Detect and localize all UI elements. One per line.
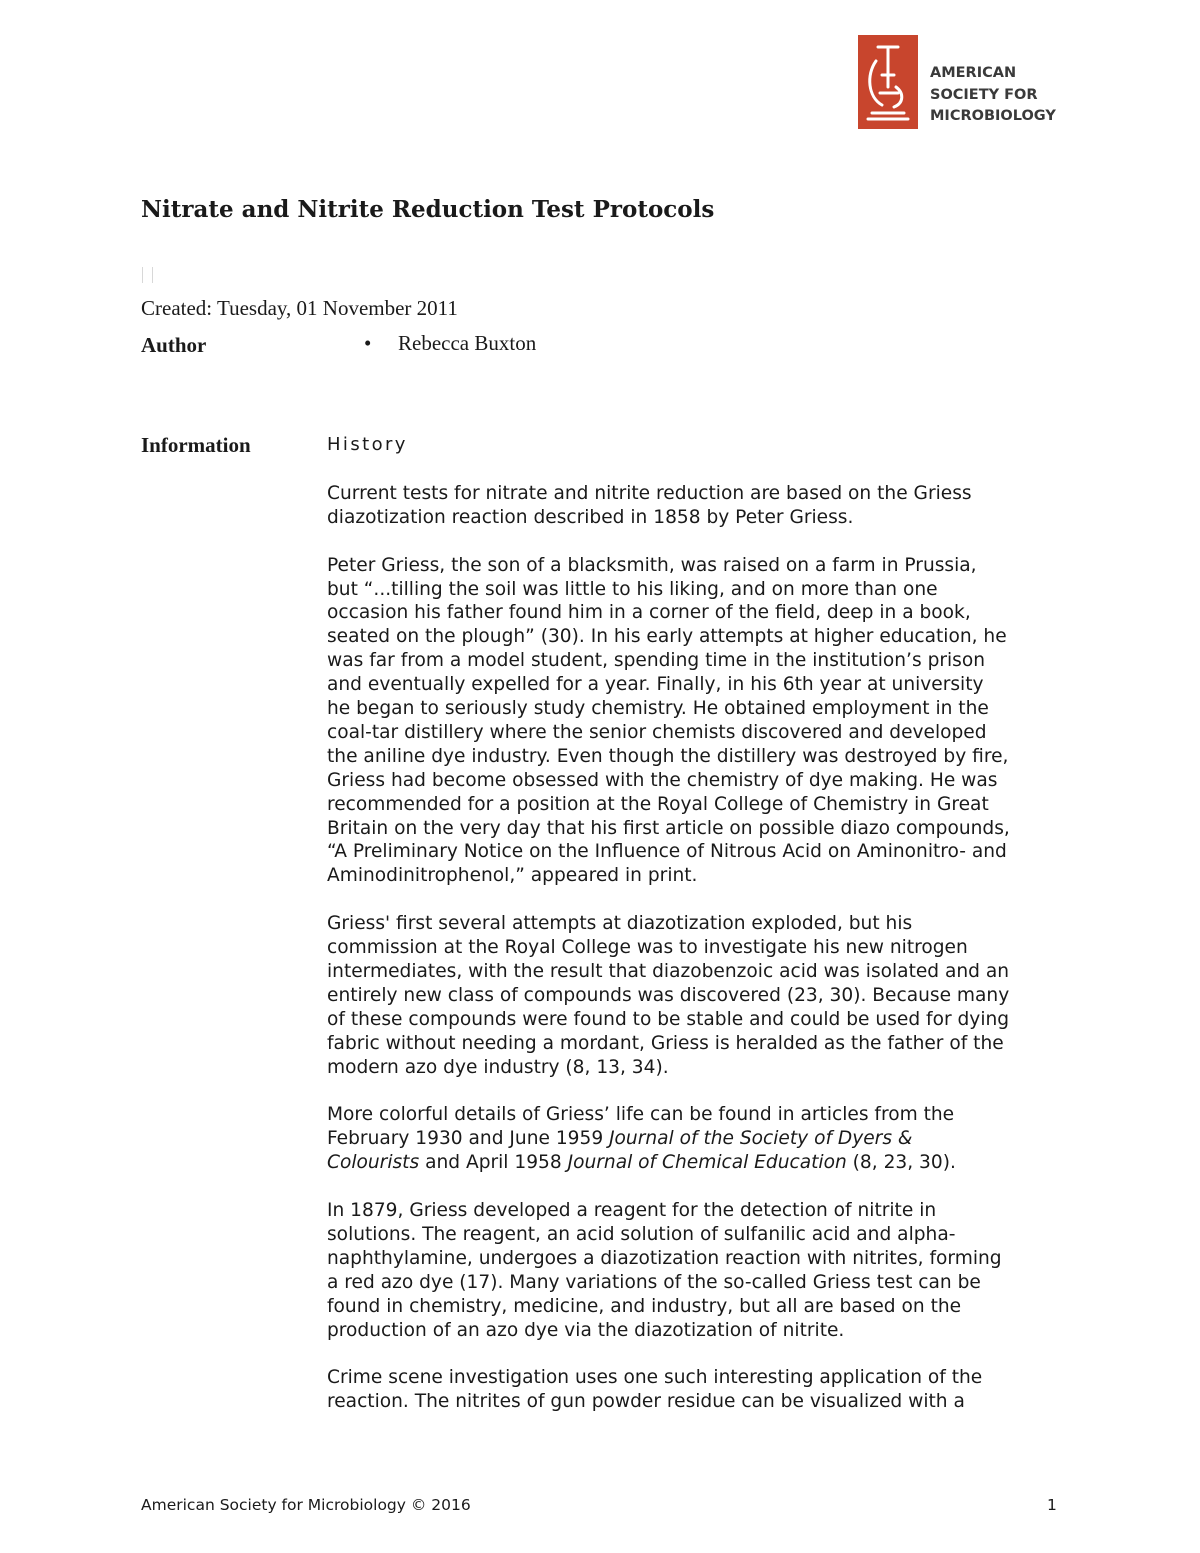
- logo-line-2: SOCIETY FOR: [930, 86, 1038, 103]
- text-line: [327, 1127, 1067, 1151]
- author-list: [364, 329, 536, 357]
- paragraph-6: [327, 1366, 1067, 1414]
- text-line: reaction. The nitrites of gun powder residue can be visualized with a: [327, 1391, 965, 1413]
- author-name: Rebecca Buxton: [398, 331, 537, 355]
- bullet-icon: •: [364, 331, 372, 355]
- paragraph-3: [327, 912, 1067, 1079]
- author-label: Author: [141, 333, 207, 357]
- logo-wordmark: [930, 63, 1056, 128]
- logo-line-1: AMERICAN: [930, 65, 1017, 81]
- author-item: [364, 329, 536, 357]
- text-line: occasion his father found him in a corner of the field, deep in a book,: [327, 602, 971, 624]
- information-content: [327, 431, 1067, 1438]
- created-date: Created: Tuesday, 01 November 2011: [141, 296, 458, 320]
- page-number: 1: [1047, 1496, 1057, 1514]
- information-label: Information: [141, 433, 251, 457]
- microscope-icon: [858, 35, 918, 129]
- text-line: coal-tar distillery where the senior chemists discovered and developed: [327, 721, 987, 743]
- text-line: commission at the Royal College was to investigate his new nitrogen: [327, 937, 968, 959]
- journal-title: Journal of Chemical Education: [567, 1152, 847, 1174]
- text-line: found in chemistry, medicine, and industry, but all are based on the: [327, 1295, 962, 1317]
- text-line: a red azo dye (17). Many variations of the so-called Griess test can be: [327, 1271, 981, 1293]
- text-line: diazotization reaction described in 1858 by Peter Griess.: [327, 506, 854, 528]
- paragraph-2: [327, 554, 1067, 889]
- paragraph-4: [327, 1103, 1067, 1175]
- text-line: Aminodinitrophenol,” appeared in print.: [327, 865, 698, 887]
- text-line: production of an azo dye via the diazotization of nitrite.: [327, 1319, 845, 1341]
- text-line: Peter Griess, the son of a blacksmith, was raised on a farm in Prussia,: [327, 554, 977, 576]
- paragraph-1: [327, 482, 1067, 530]
- text-line: fabric without needing a mordant, Griess is heralded as the father of the: [327, 1032, 1004, 1054]
- text-line: seated on the plough” (30). In his early attempts at higher education, he: [327, 626, 1007, 648]
- text-line: More colorful details of Griess’ life can be found in articles from the: [327, 1104, 955, 1126]
- text-line: “A Preliminary Notice on the Influence of Nitrous Acid on Aminonitro- and: [327, 841, 1007, 863]
- text-line: solutions. The reagent, an acid solution of sulfanilic acid and alpha-: [327, 1223, 956, 1245]
- form-field-marker: [142, 267, 153, 283]
- text-line: modern azo dye industry (8, 13, 34).: [327, 1056, 669, 1078]
- paragraph-5: [327, 1199, 1067, 1342]
- text-line: Britain on the very day that his first article on possible diazo compounds,: [327, 817, 1010, 839]
- text-line: but “...tilling the soil was little to his liking, and on more than one: [327, 578, 938, 600]
- text-run: (8, 23, 30).: [846, 1152, 956, 1174]
- logo-line-3: MICROBIOLOGY: [930, 108, 1056, 124]
- text-line: recommended for a position at the Royal College of Chemistry in Great: [327, 793, 989, 815]
- text-line: Current tests for nitrate and nitrite reduction are based on the Griess: [327, 482, 972, 504]
- journal-title: Journal of the Society of Dyers &: [609, 1128, 913, 1150]
- text-line: of these compounds were found to be stable and could be used for dying: [327, 1008, 1010, 1030]
- footer-copyright: American Society for Microbiology © 2016: [141, 1496, 471, 1514]
- text-line: [327, 1151, 1067, 1175]
- asm-logo: [858, 35, 1063, 131]
- text-line: Crime scene investigation uses one such interesting application of the: [327, 1367, 983, 1389]
- text-line: naphthylamine, undergoes a diazotization reaction with nitrites, forming: [327, 1247, 1002, 1269]
- text-line: the aniline dye industry. Even though the distillery was destroyed by fire,: [327, 745, 1009, 767]
- text-run: and April 1958: [419, 1152, 568, 1174]
- text-run: February 1930 and June 1959: [327, 1128, 610, 1150]
- text-line: was far from a model student, spending time in the institution’s prison: [327, 650, 986, 672]
- section-heading: History: [327, 434, 408, 455]
- journal-title: Colourists: [327, 1152, 420, 1174]
- text-line: Griess had become obsessed with the chemistry of dye making. He was: [327, 769, 998, 791]
- text-line: In 1879, Griess developed a reagent for the detection of nitrite in: [327, 1200, 937, 1222]
- text-line: entirely new class of compounds was discovered (23, 30). Because many: [327, 984, 1010, 1006]
- text-line: and eventually expelled for a year. Finally, in his 6th year at university: [327, 674, 984, 696]
- text-line: Griess' first several attempts at diazotization exploded, but his: [327, 913, 913, 935]
- text-line: intermediates, with the result that diazobenzoic acid was isolated and an: [327, 960, 1010, 982]
- text-line: he began to seriously study chemistry. He obtained employment in the: [327, 698, 989, 720]
- document-title: Nitrate and Nitrite Reduction Test Protocols: [141, 196, 715, 223]
